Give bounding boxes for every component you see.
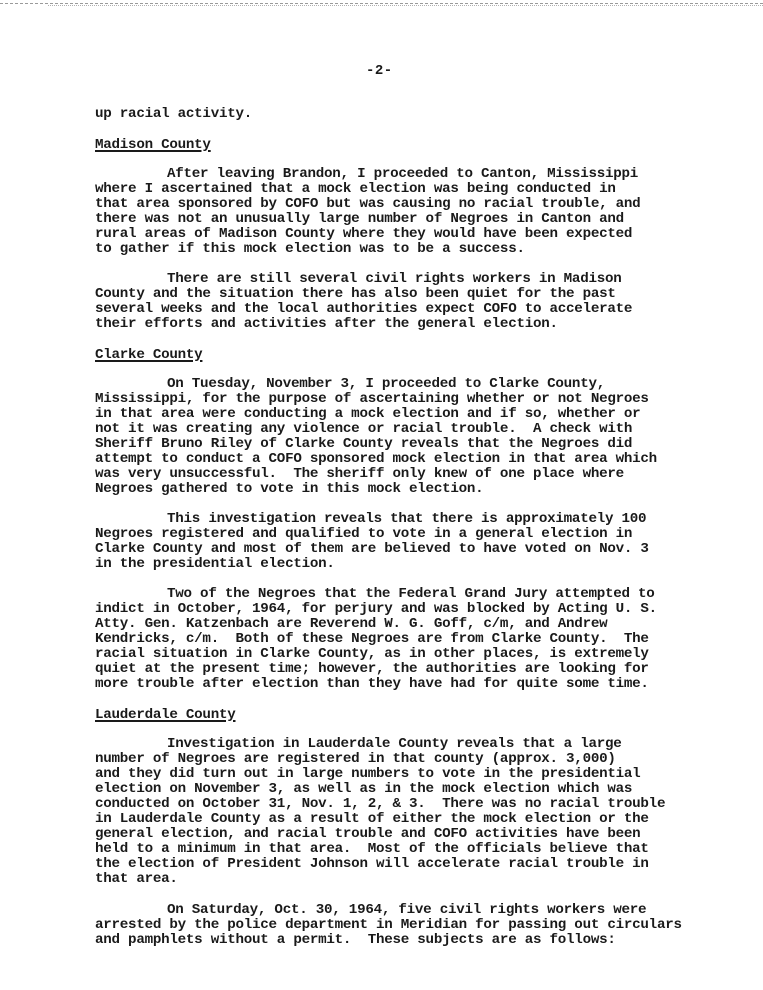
text-line: On Saturday, Oct. 30, 1964, five civil rights workers were [167,902,647,918]
heading-lauderdale-county: Lauderdale County [95,707,236,723]
text-line: the election of President Johnson will accelerate racial trouble in [95,856,649,872]
text-line: racial situation in Clarke County, as in other places, is extremely [95,646,649,662]
text-line: in the presidential election. [95,556,335,572]
text-line: in that area were conducting a mock election and if so, whether or [95,406,641,422]
text-line: to gather if this mock election was to be a success. [95,241,525,257]
scan-top-border [0,3,763,4]
text-line: County and the situation there has also been quiet for the past [95,286,616,302]
heading-madison-county: Madison County [95,137,211,153]
text-line: Sheriff Bruno Riley of Clarke County reveals that the Negroes did [95,436,633,452]
text-line: several weeks and the local authorities expect COFO to accelerate [95,301,633,317]
text-line: held to a minimum in that area. Most of the officials believe that [95,841,649,857]
text-line: Mississippi, for the purpose of ascertaining whether or not Negroes [95,391,649,407]
text-line: number of Negroes are registered in that county (approx. 3,000) [95,751,616,767]
page-number: -2- [366,63,393,79]
text-line: There are still several civil rights workers in Madison [167,271,622,287]
text-line: This investigation reveals that there is approximately 100 [167,511,647,527]
text-line: Atty. Gen. Katzenbach are Reverend W. G. Goff, c/m, and Andrew [95,616,608,632]
text-line: Negroes registered and qualified to vote in a general election in [95,526,633,542]
text-line: On Tuesday, November 3, I proceeded to Clarke County, [167,376,605,392]
text-line: attempt to conduct a COFO sponsored mock election in that area which [95,451,657,467]
heading-clarke-county: Clarke County [95,347,203,363]
text-line: and they did turn out in large numbers to vote in the presidential [95,766,641,782]
text-line: there was not an unusually large number of Negroes in Canton and [95,211,624,227]
text-line: was very unsuccessful. The sheriff only knew of one place where [95,466,624,482]
continuation-line: up racial activity. [95,106,253,122]
text-line: Kendricks, c/m. Both of these Negroes are from Clarke County. The [95,631,649,647]
text-line: conducted on October 31, Nov. 1, 2, & 3. There was no racial trouble [95,796,666,812]
text-line: general election, and racial trouble and COFO activities have been [95,826,641,842]
text-line: where I ascertained that a mock election was being conducted in [95,181,616,197]
text-line: more trouble after election than they have had for quite some time. [95,676,649,692]
text-line: their efforts and activities after the general election. [95,316,558,332]
text-line: election on November 3, as well as in the mock election which was [95,781,633,797]
text-line: Negroes gathered to vote in this mock election. [95,481,484,497]
text-line: and pamphlets without a permit. These subjects are as follows: [95,932,616,948]
text-line: rural areas of Madison County where they would have been expected [95,226,633,242]
text-line: arrested by the police department in Meridian for passing out circulars [95,917,682,933]
text-line: Clarke County and most of them are believed to have voted on Nov. 3 [95,541,649,557]
text-line: in Lauderdale County as a result of either the mock election or the [95,811,649,827]
text-line: not it was creating any violence or racial trouble. A check with [95,421,633,437]
text-line: After leaving Brandon, I proceeded to Canton, Mississippi [167,166,639,182]
text-line: that area. [95,871,178,887]
text-line: quiet at the present time; however, the authorities are looking for [95,661,649,677]
text-line: that area sponsored by COFO but was causing no racial trouble, and [95,196,641,212]
scan-top-border-dotted [48,5,763,6]
text-line: Investigation in Lauderdale County reveals that a large [167,736,622,752]
text-line: indict in October, 1964, for perjury and was blocked by Acting U. S. [95,601,657,617]
text-line: Two of the Negroes that the Federal Grand Jury attempted to [167,586,655,602]
